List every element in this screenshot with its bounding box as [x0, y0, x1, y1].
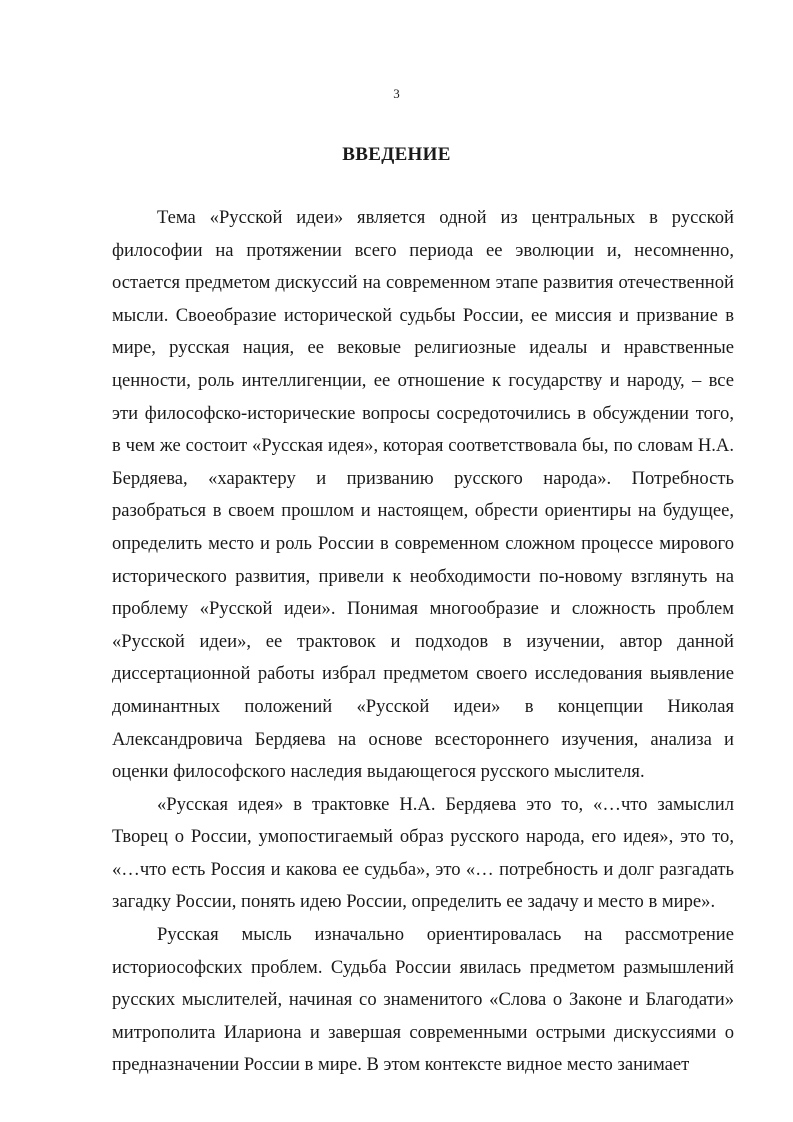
section-heading: ВВЕДЕНИЕ [342, 144, 451, 165]
paragraph-2: «Русская идея» в трактовке Н.А. Бердяева это то, «…что замыслил Творец о России, умопостигаемый образ русского народа, его идея», это то, «…что есть Россия и какова ее судьба», это «… потребность и долг разгадать загадку России, понять идею России, определить ее задачу и место в мире». [112, 793, 734, 913]
paragraph-1: Тема «Русской идеи» является одной из центральных в русской философии на протяжении всего периода ее эволюции и, несомненно, остается предметом дискуссий на современном этапе развития отечественной мысли. Своеобразие исторической судьбы России, ее миссия и призвание в мире, русская нация, ее вековые религиозные идеалы и нравственные ценности, роль интеллигенции, ее отношение к государству и народу, – все эти философско-исторические вопросы сосредоточились в обсуждении того, в чем же состоит «Русская идея», которая соответствовала бы, по словам Н.А. Бердяева, «характеру и призванию русского народа». Потребность разобраться в своем прошлом и настоящем, обрести ориентиры на будущее, определить место и роль России в современном сложном процессе мирового исторического развития, привели к необходимости по-новому взглянуть на проблему «Русской идеи». Понимая многообразие и сложность проблем «Русской идеи», ее трактовок и подходов в изучении, автор данной диссертационной работы избрал предметом своего исследования выявление доминантных положений «Русской идеи» в концепции Николая Александровича Бердяева на основе всестороннего изучения, анализа и оценки философского наследия выдающегося русского мыслителя. [112, 207, 734, 783]
body-text [112, 202, 734, 1082]
page-number: 3 [393, 86, 400, 101]
paragraph-3: Русская мысль изначально ориентировалась на рассмотрение историософских проблем. Судьба России явилась предметом размышлений русских мыслителей, начиная со знаменитого «Слова о Законе и Благодати» митрополита Илариона и завершая современными острыми дискуссиями о предназначении России в мире. В этом контексте видное место занимает [112, 924, 734, 1076]
